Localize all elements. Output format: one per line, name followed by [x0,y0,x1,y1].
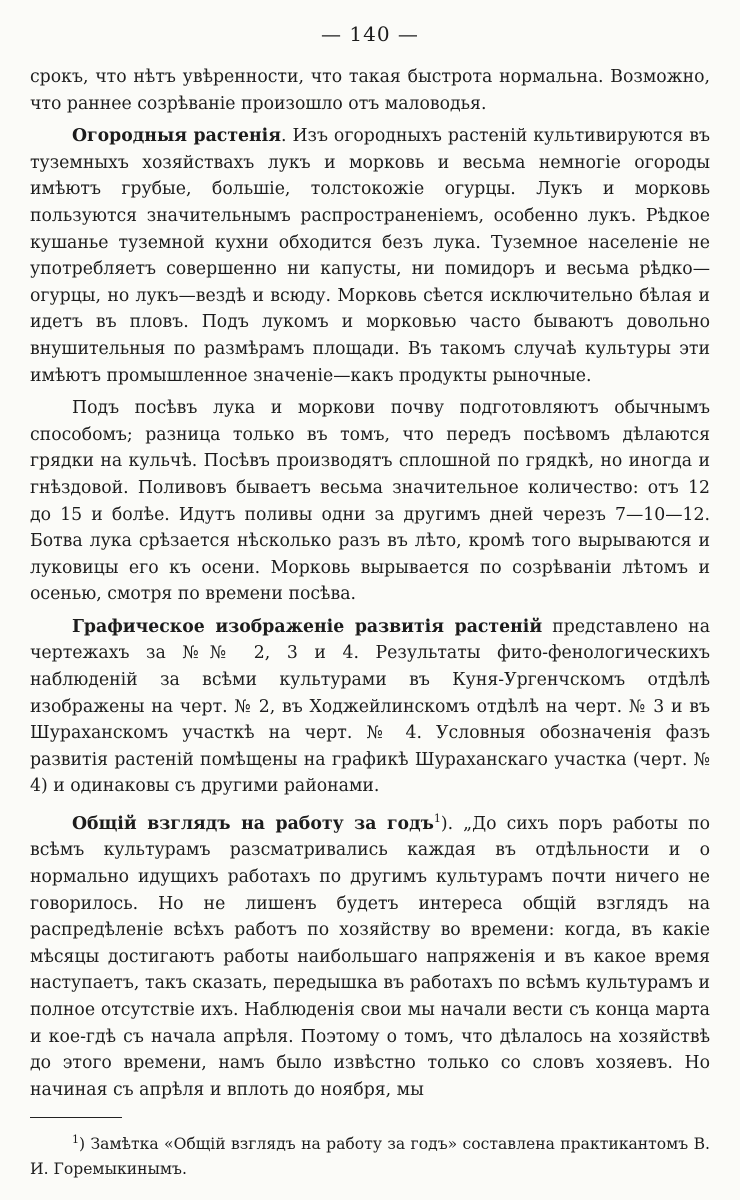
paragraph-sowing [30,395,710,608]
paragraph-text: Подъ посѣвъ лука и моркови почву подготовляютъ обычнымъ способомъ; разница только въ томъ, что передъ посѣвомъ дѣлаются грядки на кульчѣ. Посѣвъ производятъ сплошной по грядкѣ, но иногда и гнѣздовой. Поливовъ бываетъ весьма значительное количество: отъ 12 до 15 и болѣе. Идутъ поливы одни за другимъ дней черезъ 7—10—12. Ботва лука срѣзается нѣсколько разъ въ лѣто, кромѣ того вырываются и луковицы его къ осени. Морковь вырывается по созрѣваніи лѣтомъ и осенью, смотря по времени посѣва. [30,398,710,605]
section-heading-graphics: Графическое изображеніе развитія растеній [72,616,543,637]
page-number: — 140 — [321,22,419,46]
paragraph-text: срокъ, что нѣтъ увѣренности, что такая быстрота нормальна. Возможно, что раннее созрѣваніе произошло отъ маловодья. [30,67,710,114]
section-heading-vegetables: Огородныя растенія [72,126,282,147]
paragraph-text: представлено на чертежахъ за №№ 2, 3 и 4. Результаты фито-фенологическихъ наблюденій за всѣми культурами въ Куня-Ургенчскомъ отдѣлѣ изображены на черт. № 2, въ Ходжейлинскомъ отдѣлѣ на черт. № 3 и въ Шураханскомъ участкѣ на черт. № 4. Условныя обозначенія фазъ развитія растеній помѣщены на графикѣ Шураханскаго участка (черт. № 4) и одинаковы съ другими районами. [30,616,710,797]
footnote [30,1128,710,1180]
paragraph-text: ). „До сихъ поръ работы по всѣмъ культурамъ разсматривались каждая въ отдѣльности и о нормально идущихъ работахъ по другимъ культурамъ почти ничего не говорилось. Но не лишенъ будетъ интереса общій взглядъ на распредѣленіе всѣхъ работъ по хозяйству во времени: когда, въ какіе мѣсяцы достигаютъ работы наибольшаго напряженія и въ какое время наступаетъ, такъ сказать, передышка въ работахъ по всѣмъ культурамъ и полное отсутствіе ихъ. Наблюденія свои мы начали вести съ конца марта и кое-гдѣ съ начала апрѣля. Поэтому о томъ, что дѣлалось на хозяйствѣ до этого времени, намъ было извѣстно только со словъ хозяевъ. Но начиная съ апрѣля и вплоть до ноября, мы [30,813,710,1100]
body-text [30,64,710,1103]
footnote-text: ) Замѣтка «Общій взглядъ на работу за годъ» составлена практикантомъ В. И. Горемыкинымъ. [30,1135,710,1178]
paragraph-text: . Изъ огородныхъ растеній культивируются въ туземныхъ хозяйствахъ лукъ и морковь и весьма немногіе огороды имѣютъ грубые, большіе, толстокожіе огурцы. Лукъ и морковь пользуются значительнымъ распространеніемъ, особенно лукъ. Рѣдкое кушанье туземной кухни обходится безъ лука. Туземное населеніе не употребляетъ совершенно ни капусты, ни помидоръ и весьма рѣдко—огурцы, но лукъ—вездѣ и всюду. Морковь сѣется исключительно бѣлая и идетъ въ пловъ. Подъ лукомъ и морковью часто бываютъ довольно внушительныя по размѣрамъ площади. Въ такомъ случаѣ культуры эти имѣютъ промышленное значеніе—какъ продукты рыночные. [30,126,710,386]
footnote-reference: 1 [433,812,441,826]
paragraph-yearly-work [30,806,710,1103]
footnote-divider [30,1117,122,1118]
footnote-mark: 1 [72,1133,79,1147]
paragraph-graphics [30,614,710,800]
section-heading-yearly-work: Общій взглядъ на работу за годъ [72,813,434,834]
paragraph-vegetables [30,123,710,389]
paragraph-continuation [30,64,710,117]
